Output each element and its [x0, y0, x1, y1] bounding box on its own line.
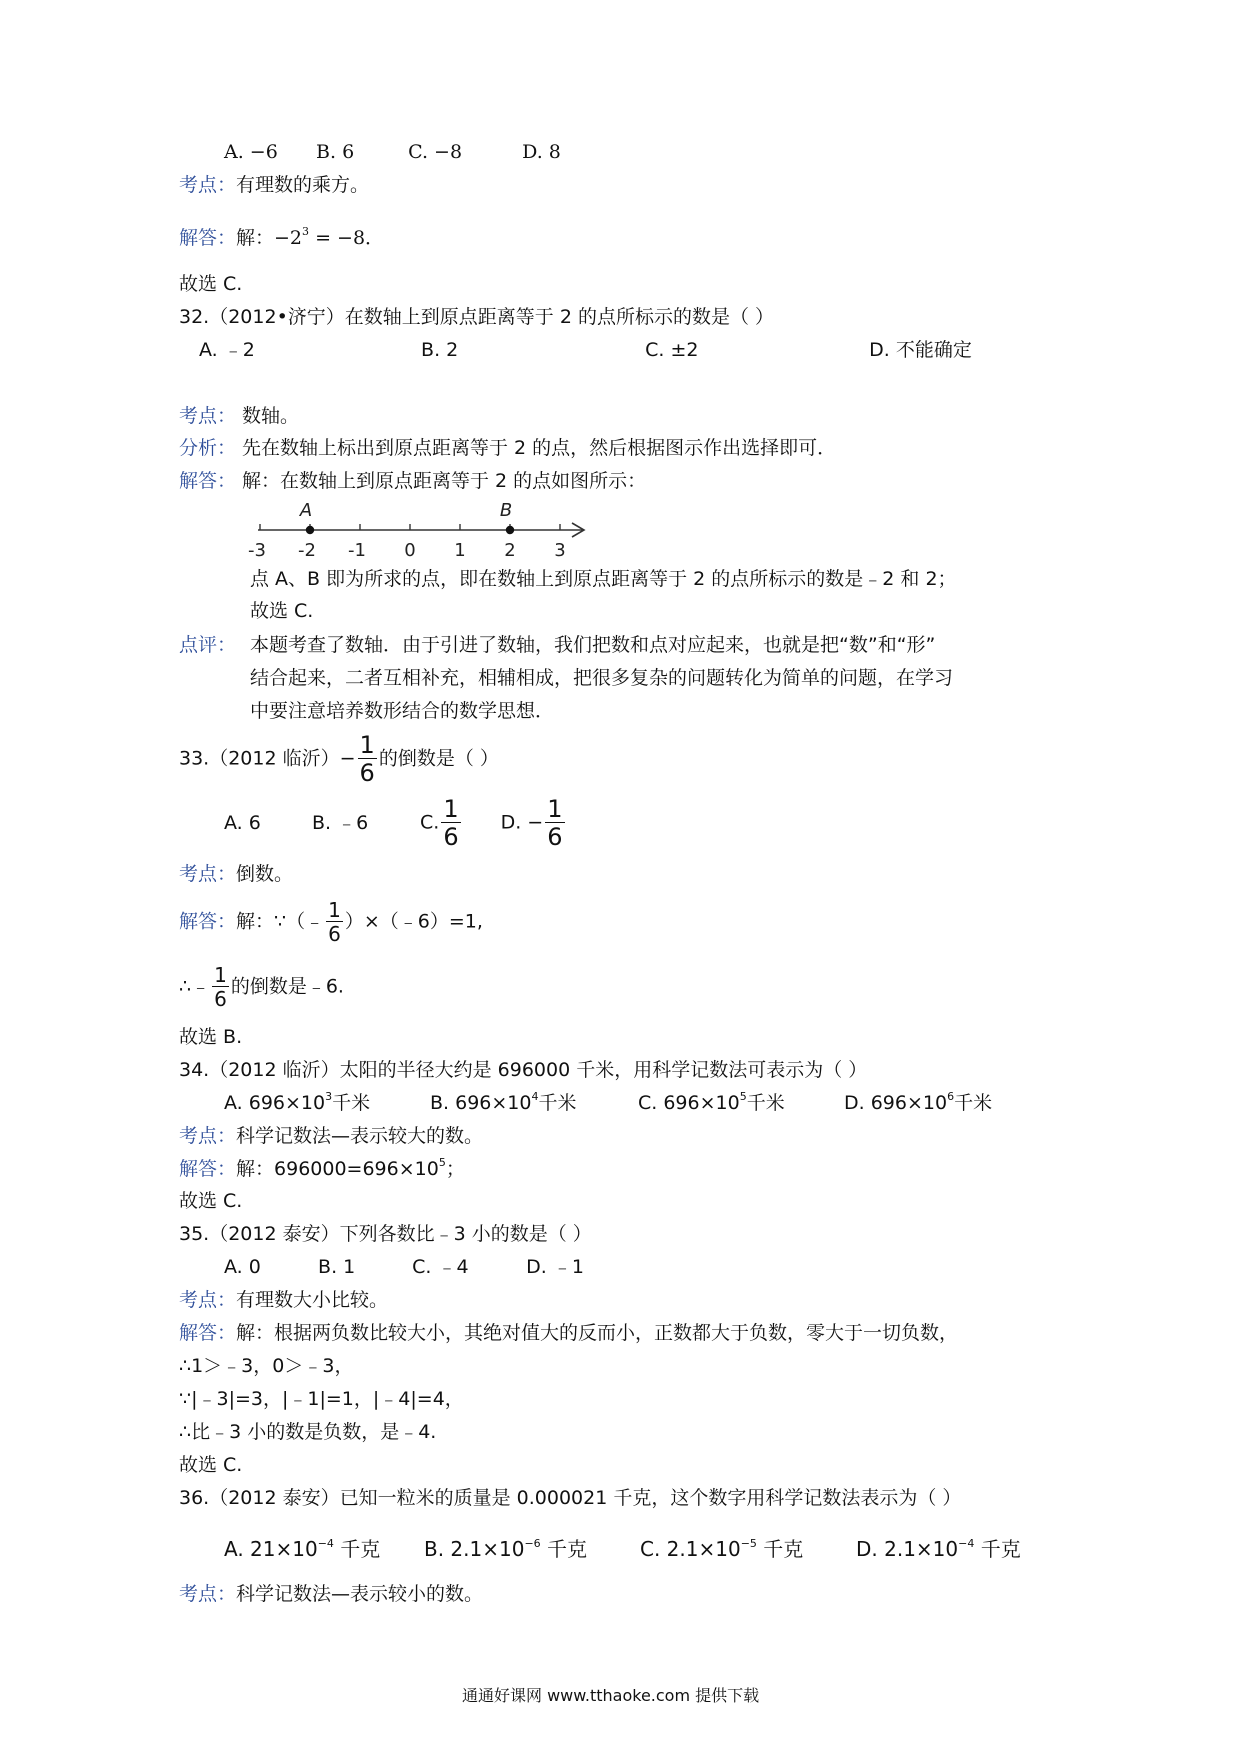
q35-line-3: ∴比﹣3 小的数是负数，是﹣4. — [179, 1421, 437, 1443]
exponent: −6 — [524, 1537, 541, 1550]
option-unit: 千米 — [746, 1092, 785, 1114]
exponent: −4 — [958, 1537, 975, 1550]
kaodian-text: 科学记数法—表示较大的数。 — [236, 1125, 484, 1147]
q33-options — [224, 797, 567, 849]
jieda-text-tail: ； — [445, 1158, 465, 1180]
kaodian-label: 考点： — [179, 1583, 237, 1605]
fraction-numerator: 1 — [359, 731, 375, 759]
page-footer: 通通好课网 www.tthaoke.com 提供下载 — [462, 1686, 760, 1705]
q33-conclusion: 故选 B. — [179, 1026, 243, 1048]
exponent: 3 — [302, 225, 310, 238]
fraction-denominator: 6 — [328, 922, 341, 946]
q32-dianping-line-2: 结合起来，二者互相补充，相辅相成，把很多复杂的问题转化为简单的问题，在学习 — [250, 667, 954, 689]
q32-stem: 32.（2012•济宁）在数轴上到原点距离等于 2 的点所标示的数是（ ） — [179, 306, 774, 328]
q32-conclusion: 故选 C. — [250, 600, 314, 622]
q33-option-d: D. − — [500, 811, 544, 834]
jieda-label: 解答： — [179, 1322, 237, 1344]
fraction — [441, 797, 460, 849]
exponent: −4 — [317, 1537, 334, 1550]
q35-option-d: D. ﹣1 — [526, 1256, 584, 1278]
fraction-numerator: 1 — [328, 898, 341, 922]
q35-line-2: ∵|﹣3|=3，|﹣1|=1，|﹣4|=4， — [179, 1388, 464, 1410]
fraction — [545, 797, 564, 849]
q35-options — [224, 1255, 584, 1279]
tick-label: -2 — [298, 540, 316, 561]
kaodian-label: 考点： — [179, 1125, 237, 1147]
q32-dianping-line-3: 中要注意培养数形结合的数学思想． — [250, 700, 555, 722]
exponent: 5 — [438, 1156, 446, 1169]
jieda-text: 解：∵（﹣ — [236, 910, 325, 933]
jieda-label: 解答： — [179, 227, 237, 249]
q32-jieda — [179, 469, 646, 493]
q34-option-c — [638, 1091, 844, 1115]
kaodian-label: 考点： — [179, 1289, 237, 1311]
option-unit: 千米 — [538, 1092, 577, 1114]
fraction — [358, 733, 377, 785]
q36-option-c — [640, 1537, 856, 1561]
q32-option-c: C. ±2 — [645, 339, 699, 361]
option-text: A. 696×10 — [224, 1092, 326, 1114]
therefore-pre: ∴﹣ — [179, 975, 211, 998]
fraction-numerator: 1 — [214, 963, 227, 987]
q33-stem-post: 的倒数是（ ） — [378, 747, 499, 770]
exponent: 5 — [739, 1090, 747, 1103]
tick-label: 3 — [554, 540, 566, 561]
q31-option-d: D. 8 — [522, 141, 561, 163]
option-text: B. 696×10 — [430, 1092, 532, 1114]
fraction-denominator: 6 — [547, 823, 563, 851]
q32-after-line: 点 A、B 即为所求的点，即在数轴上到原点距离等于 2 的点所标示的数是﹣2 和 2； — [250, 568, 957, 590]
q36-option-d — [856, 1537, 1021, 1561]
fenxi-label: 分析： — [179, 437, 237, 459]
q35-option-b: B. 1 — [318, 1256, 356, 1278]
tick-label: 2 — [504, 540, 516, 561]
q35-kaodian — [179, 1288, 388, 1312]
fraction — [326, 900, 343, 944]
q34-option-b — [430, 1091, 638, 1115]
option-text: C. 696×10 — [638, 1092, 740, 1114]
number-line-ticks — [260, 524, 560, 530]
jieda-text: 解：在数轴上到原点距离等于 2 的点如图所示： — [242, 470, 647, 492]
jieda-label: 解答： — [179, 910, 237, 933]
number-line-figure — [240, 500, 590, 562]
q33-stem — [179, 733, 499, 785]
exponent: 3 — [325, 1090, 333, 1103]
exponent: 6 — [947, 1090, 955, 1103]
dianping-label: 点评： — [179, 634, 237, 656]
q32-dianping-line-1: 本题考查了数轴．由于引进了数轴，我们把数和点对应起来，也就是把“数”和“形” — [250, 634, 936, 656]
option-text: D. 696×10 — [844, 1092, 948, 1114]
q33-option-c: C. — [420, 811, 440, 834]
q36-kaodian — [179, 1582, 483, 1606]
q34-options — [224, 1091, 992, 1115]
kaodian-text: 有理数大小比较。 — [236, 1289, 389, 1311]
jieda-text: 解：−2 — [236, 227, 303, 249]
fraction-denominator: 6 — [359, 759, 375, 787]
jieda-text: 解：696000=696×10 — [236, 1158, 439, 1180]
option-unit: 千克 — [540, 1537, 588, 1561]
q33-option-a: A. 6 — [224, 811, 261, 834]
q32-fenxi — [179, 436, 836, 460]
fraction — [212, 965, 229, 1009]
fenxi-text: 先在数轴上标出到原点距离等于 2 的点，然后根据图示作出选择即可． — [242, 437, 837, 459]
q32-option-d: D. 不能确定 — [869, 339, 972, 361]
q35-stem: 35.（2012 泰安）下列各数比﹣3 小的数是（ ） — [179, 1223, 592, 1245]
q36-stem: 36.（2012 泰安）已知一粒米的质量是 0.000021 千克，这个数字用科学记数法表示为（ ） — [179, 1487, 962, 1509]
q35-line-1: ∴1＞﹣3，0＞﹣3， — [179, 1355, 354, 1377]
kaodian-text: 数轴。 — [242, 405, 300, 427]
option-text: C. 2.1×10 — [640, 1537, 741, 1561]
q36-options — [224, 1537, 1021, 1561]
jieda-label: 解答： — [179, 470, 237, 492]
q32-options — [199, 338, 972, 362]
q31-option-b: B. 6 — [316, 141, 355, 163]
q32-option-b: B. 2 — [421, 339, 459, 361]
q35-option-c: C. ﹣4 — [412, 1256, 469, 1278]
q34-stem: 34.（2012 临沂）太阳的半径大约是 696000 千米，用科学记数法可表示为（ ） — [179, 1059, 868, 1081]
q33-therefore — [179, 965, 344, 1009]
kaodian-text: 有理数的乘方。 — [236, 174, 370, 196]
q34-conclusion: 故选 C. — [179, 1190, 243, 1212]
q34-jieda — [179, 1157, 465, 1181]
kaodian-label: 考点： — [179, 405, 237, 427]
fraction-denominator: 6 — [443, 823, 459, 851]
option-unit: 千米 — [332, 1092, 371, 1114]
q33-kaodian — [179, 862, 293, 886]
fraction-numerator: 1 — [443, 795, 459, 823]
kaodian-label: 考点： — [179, 863, 237, 885]
q34-kaodian — [179, 1124, 483, 1148]
q31-jieda — [179, 226, 384, 250]
fraction-denominator: 6 — [214, 987, 227, 1011]
jieda-label: 解答： — [179, 1158, 237, 1180]
option-text: B. 2.1×10 — [424, 1537, 525, 1561]
option-unit: 千米 — [954, 1092, 993, 1114]
q35-conclusion: 故选 C. — [179, 1454, 243, 1476]
point-a-label: A — [299, 500, 313, 521]
q31-options — [224, 140, 561, 164]
q36-option-b — [424, 1537, 640, 1561]
exponent: 4 — [531, 1090, 539, 1103]
q33-option-b: B. ﹣6 — [312, 811, 369, 834]
q32-dianping — [179, 633, 236, 657]
kaodian-label: 考点： — [179, 174, 237, 196]
tick-label: 1 — [454, 540, 466, 561]
option-text: D. 2.1×10 — [856, 1537, 959, 1561]
q35-option-a: A. 0 — [224, 1256, 261, 1278]
option-unit: 千克 — [756, 1537, 804, 1561]
q33-stem-pre: 33.（2012 临沂）− — [179, 747, 356, 770]
q31-kaodian — [179, 173, 369, 197]
jieda-text: 解：根据两负数比较大小，其绝对值大的反而小，正数都大于负数，零大于一切负数， — [236, 1322, 959, 1344]
q31-option-a: A. −6 — [224, 141, 278, 163]
kaodian-text: 倒数。 — [236, 863, 294, 885]
q31-option-c: C. −8 — [408, 141, 463, 163]
q35-jieda — [179, 1321, 958, 1345]
q31-conclusion: 故选 C. — [179, 273, 243, 295]
point-b-dot — [506, 526, 514, 534]
q34-option-d — [844, 1092, 992, 1114]
option-unit: 千克 — [974, 1537, 1021, 1561]
q32-kaodian — [179, 404, 299, 428]
q33-jieda — [179, 900, 483, 944]
option-text: A. 21×10 — [224, 1537, 318, 1561]
q34-option-a — [224, 1091, 430, 1115]
point-a-dot — [306, 526, 314, 534]
kaodian-text: 科学记数法—表示较小的数。 — [236, 1583, 484, 1605]
fraction-numerator: 1 — [547, 795, 563, 823]
jieda-text-tail: = −8． — [309, 227, 385, 249]
point-b-label: B — [499, 500, 513, 521]
therefore-post: 的倒数是﹣6. — [230, 975, 344, 998]
option-unit: 千克 — [333, 1537, 381, 1561]
exponent: −5 — [740, 1537, 757, 1550]
tick-label: -3 — [248, 540, 266, 561]
q32-option-a: A. ﹣2 — [199, 339, 255, 361]
tick-label: 0 — [404, 540, 416, 561]
tick-label: -1 — [348, 540, 366, 561]
jieda-text-tail: ）×（﹣6）=1, — [344, 910, 483, 933]
q36-option-a — [224, 1537, 424, 1561]
